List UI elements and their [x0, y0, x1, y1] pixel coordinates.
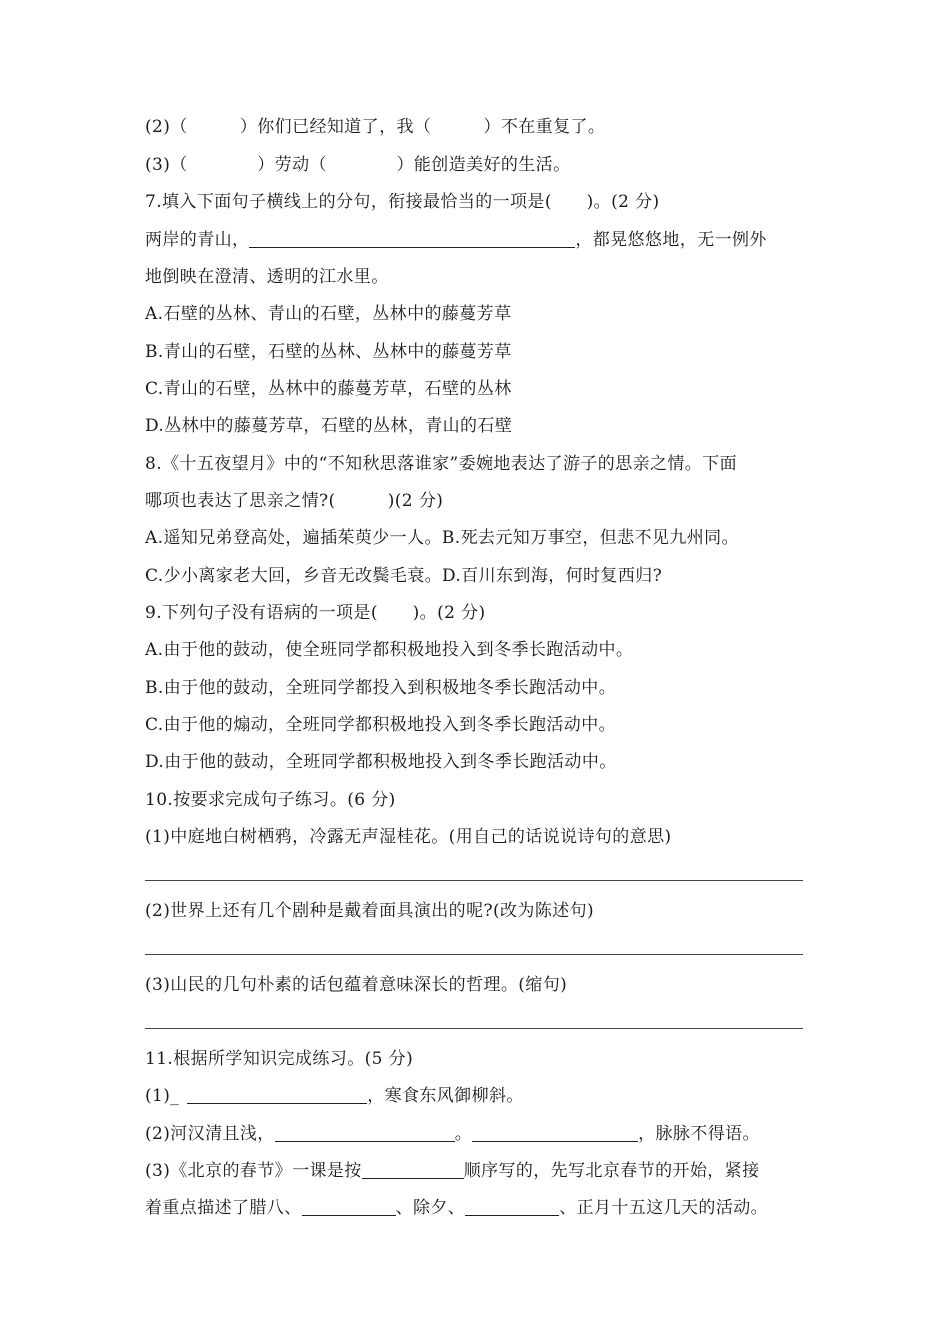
q11-item-3-c: 着重点描述了腊八、 — [145, 1198, 302, 1218]
q9-option-d: D.由于他的鼓动，全班同学都积极地投入到冬季长跑活动中。 — [145, 752, 617, 772]
q10-answer-line-3[interactable] — [145, 1028, 803, 1029]
q10-answer-line-1[interactable] — [145, 880, 803, 881]
q11-item-3-blank-3[interactable] — [465, 1197, 559, 1216]
q11-item-1-prefix: (1)_ — [145, 1086, 180, 1106]
q6-item-2: (2)（ ）你们已经知道了，我（ ）不在重复了。 — [145, 117, 606, 137]
q11-item-3-e: 、正月十五这几天的活动。 — [559, 1198, 769, 1218]
q8-options-ab: A.遥知兄弟登高处，遍插茱萸少一人。B.死去元知万事空，但悲不见九州同。 — [145, 528, 739, 548]
q6-item-3: (3)（ ）劳动（ ）能创造美好的生活。 — [145, 155, 571, 175]
q7-sentence-end: ，都晃悠悠地，无一例外 — [575, 230, 767, 250]
q11-stem: 11.根据所学知识完成练习。(5 分) — [145, 1049, 414, 1069]
q7-option-c: C.青山的石壁，丛林中的藤蔓芳草，石壁的丛林 — [145, 379, 512, 399]
q9-stem: 9.下列句子没有语病的一项是( )。(2 分) — [145, 603, 486, 623]
q11-item-3-blank-1[interactable] — [362, 1160, 464, 1179]
q8-options-cd: C.少小离家老大回，乡音无改鬓毛衰。D.百川东到海，何时复西归? — [145, 566, 663, 586]
q10-answer-line-2[interactable] — [145, 954, 803, 955]
q11-item-3-a: (3)《北京的春节》一课是按 — [145, 1161, 362, 1181]
q7-sentence-start: 两岸的青山， — [145, 230, 250, 250]
q9-option-a: A.由于他的鼓动，使全班同学都积极地投入到冬季长跑活动中。 — [145, 640, 634, 660]
q7-stem: 7.填入下面句子横线上的分句，衔接最恰当的一项是( )。(2 分) — [145, 192, 660, 212]
q11-item-2-suffix: ，脉脉不得语。 — [638, 1124, 760, 1144]
q11-item-1 — [145, 1085, 524, 1107]
q11-item-2-mid: 。 — [454, 1124, 473, 1144]
q7-option-b: B.青山的石壁，石壁的丛林、丛林中的藤蔓芳草 — [145, 342, 512, 362]
q11-item-2-blank-1[interactable] — [275, 1123, 455, 1142]
q9-option-b: B.由于他的鼓动，全班同学都投入到积极地冬季长跑活动中。 — [145, 678, 617, 698]
q11-item-3-b: 顺序写的，先写北京春节的开始，紧接 — [463, 1161, 760, 1181]
q10-item-2: (2)世界上还有几个剧种是戴着面具演出的呢?(改为陈述句) — [145, 901, 595, 921]
q10-item-3: (3)山民的几句朴素的话包蕴着意味深长的哲理。(缩句) — [145, 975, 568, 995]
q11-item-1-blank[interactable] — [187, 1085, 367, 1104]
q7-sentence — [145, 229, 767, 251]
q7-sentence-cont: 地倒映在澄清、透明的江水里。 — [145, 267, 389, 287]
q11-item-3-d: 、除夕、 — [395, 1198, 466, 1218]
q7-blank[interactable] — [249, 229, 575, 248]
q8-stem-line1: 8.《十五夜望月》中的“不知秋思落谁家”委婉地表达了游子的思亲之情。下面 — [145, 454, 737, 474]
q11-item-2-blank-2[interactable] — [472, 1123, 638, 1142]
q11-item-3-line2 — [145, 1197, 768, 1219]
q7-option-d: D.丛林中的藤蔓芳草，石壁的丛林，青山的石壁 — [145, 416, 513, 436]
q11-item-2 — [145, 1123, 760, 1145]
q11-item-1-suffix: ，寒食东风御柳斜。 — [367, 1086, 524, 1106]
q9-option-c: C.由于他的煽动，全班同学都积极地投入到冬季长跑活动中。 — [145, 715, 617, 735]
q7-option-a: A.石壁的丛林、青山的石壁，丛林中的藤蔓芳草 — [145, 304, 512, 324]
q10-stem: 10.按要求完成句子练习。(6 分) — [145, 790, 396, 810]
q11-item-2-prefix: (2)河汉清且浅， — [145, 1124, 275, 1144]
q10-item-1: (1)中庭地白树栖鸦，冷露无声湿桂花。(用自己的话说说诗句的意思) — [145, 827, 672, 847]
q8-stem-line2: 哪项也表达了思亲之情?( )(2 分) — [145, 491, 444, 511]
q11-item-3-blank-2[interactable] — [302, 1197, 396, 1216]
q11-item-3-line1 — [145, 1160, 760, 1182]
